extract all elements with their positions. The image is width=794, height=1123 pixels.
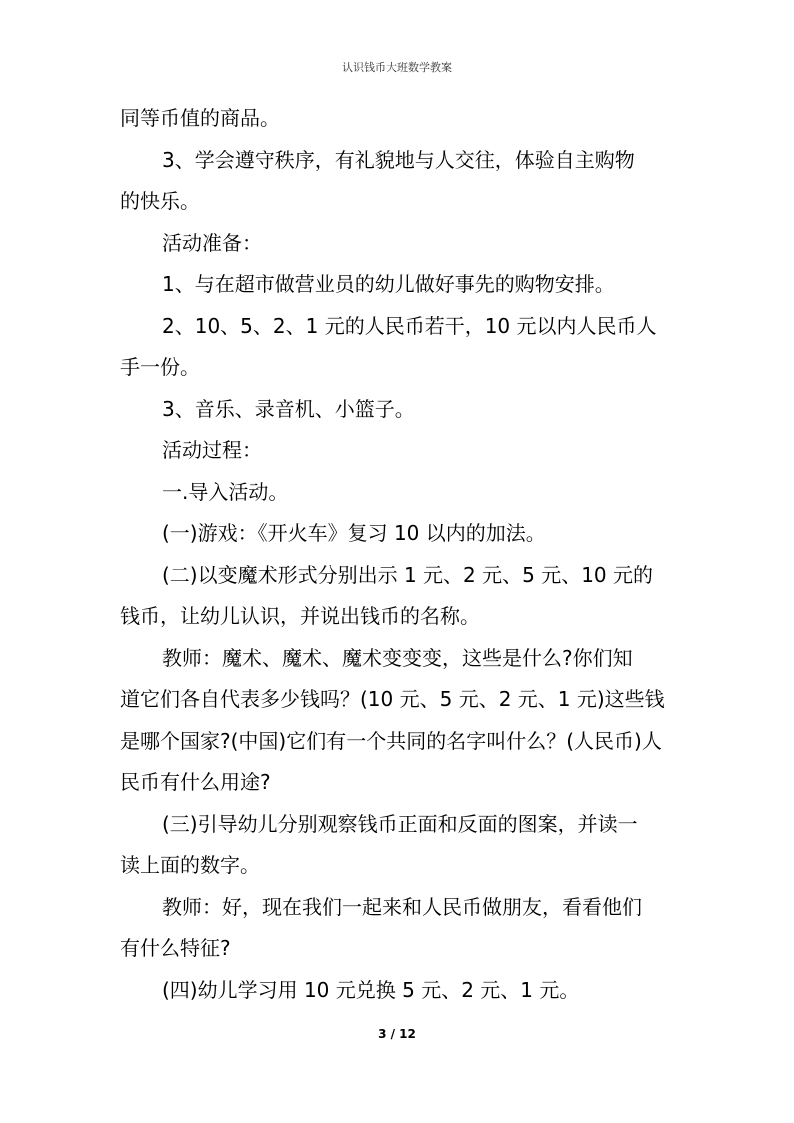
- body-line-8: 3、音乐、录音机、小篮子。: [162, 396, 415, 421]
- document-body: [120, 98, 680, 1011]
- body-line-6: 2、10、5、2、1 元的人民币若干，10 元以内人民币人: [162, 313, 657, 338]
- body-line-2: 3、学会遵守秩序，有礼貌地与人交往，体验自主购物: [162, 147, 635, 172]
- page-number: 3 / 12: [378, 1027, 416, 1041]
- body-line-7: 手一份。: [120, 355, 200, 379]
- body-line-14: 教师：魔术、魔术、魔术变变变，这些是什么?你们知: [162, 645, 633, 670]
- body-line-12: (二)以变魔术形式分别出示 1 元、2 元、5 元、10 元的: [162, 562, 654, 587]
- body-line-21: 有什么特征?: [120, 936, 231, 960]
- body-line-15: 道它们各自代表多少钱吗？(10 元、5 元、2 元、1 元)这些钱: [120, 687, 665, 711]
- running-header: 认识钱币大班数学教案: [342, 61, 452, 74]
- section-heading-preparation: 活动准备：: [162, 230, 262, 255]
- body-line-19: 读上面的数字。: [120, 853, 260, 877]
- body-line-5: 1、与在超市做营业员的幼儿做好事先的购物安排。: [162, 272, 615, 296]
- body-line-11: (一)游戏：《开火车》复习 10 以内的加法。: [162, 521, 546, 545]
- body-line-13: 钱币，让幼儿认识，并说出钱币的名称。: [120, 604, 480, 628]
- body-line-16: 是哪个国家?(中国)它们有一个共同的名字叫什么？(人民币)人: [120, 728, 662, 753]
- body-line-18: (三)引导幼儿分别观察钱币正面和反面的图案，并读一: [162, 811, 638, 836]
- body-line-17: 民币有什么用途?: [120, 770, 271, 794]
- body-line-22: (四)幼儿学习用 10 元兑换 5 元、2 元、1 元。: [162, 977, 580, 1002]
- section-heading-process: 活动过程：: [162, 438, 262, 462]
- body-line-3: 的快乐。: [120, 189, 200, 213]
- body-line-10: 一.导入活动。: [162, 479, 289, 504]
- body-line-20: 教师：好，现在我们一起来和人民币做朋友，看看他们: [162, 894, 642, 919]
- body-line-1: 同等币值的商品。: [120, 106, 280, 130]
